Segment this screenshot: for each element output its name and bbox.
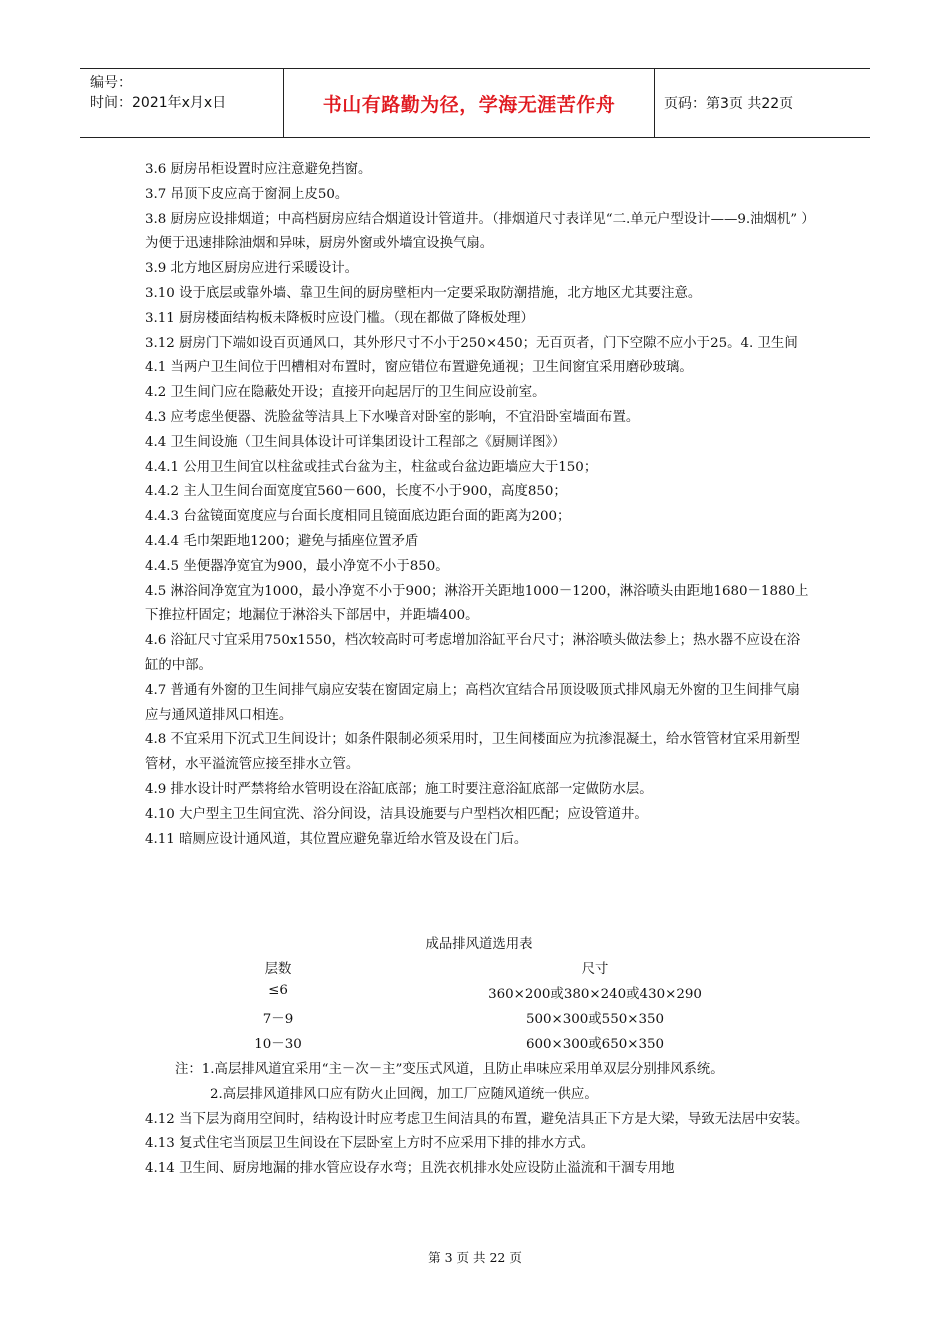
paragraph: 4.3 应考虑坐便器、洗脸盆等洁具上下水噪音对卧室的影响，不宜沿卧室墙面布置。: [145, 409, 640, 425]
motto: 书山有路勤为径，学海无涯苦作舟: [322, 93, 616, 116]
page-label: 页码：第3页 共22页: [664, 96, 794, 112]
paragraph: 3.12 厨房门下端如设百页通风口，其外形尺寸不小于250×450；无百页者，门下空隙不应小于25。4. 卫生间: [145, 335, 798, 351]
paragraph: 4.14 卫生间、厨房地漏的排水管应设存水弯；且洗衣机排水处应设防止溢流和干涸专用地: [145, 1161, 675, 1177]
table-row: [145, 1033, 813, 1058]
paragraph: 4.1 当两户卫生间位于凹槽相对布置时，窗应错位布置避免通视；卫生间窗宜采用磨砂玻璃。: [145, 360, 693, 376]
document-body: [145, 158, 813, 852]
table-cell: 360×200或380×240或430×290: [488, 987, 702, 1002]
paragraph: 4.12 当下层为商用空间时，结构设计时应考虑卫生间洁具的布置，避免洁具正下方是大梁，导致无法居中安装。: [145, 1111, 809, 1127]
paragraph: 3.7 吊顶下皮应高于窗洞上皮50。: [145, 186, 349, 202]
paragraph: 4.4 卫生间设施（卫生间具体设计可详集团设计工程部之《厨厕详图》）: [145, 434, 566, 450]
paragraph: 4.4.2 主人卫生间台面宽度宜560－600，长度不小于900，高度850；: [145, 484, 567, 500]
note: 2.高层排风道排风口应有防火止回阀，加工厂应随风道统一供应。: [210, 1086, 598, 1102]
table-cell: 500×300或550×350: [525, 1012, 665, 1027]
paragraph: 4.4.1 公用卫生间宜以柱盆或挂式台盆为主，柱盆或台盆边距墙应大于150；: [145, 459, 598, 475]
paragraph: 4.4.3 台盆镜面宽度应与台面长度相同且镜面底边距台面的距离为200；: [145, 509, 571, 525]
paragraph: 4.13 复式住宅当顶层卫生间设在下层卧室上方时不应采用下排的排水方式。: [145, 1136, 595, 1152]
paragraph: 4.11 暗厕应设计通风道，其位置应避免靠近给水管及设在门后。: [145, 831, 528, 847]
table-cell: 7－9: [262, 1012, 294, 1027]
table-header-cell: 尺寸: [581, 962, 609, 977]
table-cell: 600×300或650×350: [525, 1037, 665, 1052]
paragraph: 3.9 北方地区厨房应进行采暖设计。: [145, 261, 359, 277]
paragraph: 4.8 不宜采用下沉式卫生间设计；如条件限制必须采用时，卫生间楼面应为抗渗混凝土，给水管管材宜采用新型管材，水平溢流管应接至排水立管。: [145, 732, 800, 773]
page-header: [80, 68, 870, 138]
paragraph: 4.9 排水设计时严禁将给水管明设在浴缸底部；施工时要注意浴缸底部一定做防水层。: [145, 781, 653, 797]
header-page-cell: [664, 69, 793, 137]
paragraph: 3.11 厨房楼面结构板未降板时应设门槛。（现在都做了降板处理）: [145, 310, 534, 326]
paragraph: 4.7 普通有外窗的卫生间排气扇应安装在窗固定扇上；高档次宜结合吊顶设吸顶式排风扇无外窗的卫生间排气扇应与通风道排风口相连。: [145, 682, 800, 723]
page-footer: 第 3 页 共 22 页: [428, 1250, 522, 1265]
header-motto-cell: [284, 69, 654, 137]
paragraph: 4.6 浴缸尺寸宜采用750x1550，档次较高时可考虑增加浴缸平台尺寸；淋浴喷头做法参上；热水器不应设在浴缸的中部。: [145, 633, 801, 673]
header-divider: [654, 69, 655, 137]
paragraph: 3.6 厨房吊柜设置时应注意避免挡窗。: [145, 162, 372, 177]
notes-section: [145, 1058, 813, 1182]
table-header-cell: 层数: [264, 962, 292, 977]
header-meta: [90, 73, 280, 113]
table-header-row: [145, 958, 813, 983]
paragraph: 3.8 厨房应设排烟道；中高档厨房应结合烟道设计管道井。（排烟道尺寸表详见“二.单元户型设计——9.油烟机” ）为便于迅速排除油烟和异味，厨房外窗或外墙宜设换气扇。: [145, 211, 809, 252]
code-label: 编号：: [90, 75, 132, 91]
table-row: [145, 983, 813, 1008]
paragraph: 4.10 大户型主卫生间宜洗、浴分间设，洁具设施要与户型档次相匹配；应设管道井。: [145, 806, 648, 822]
paragraph: 3.10 设于底层或靠外墙、靠卫生间的厨房壁柜内一定要采取防潮措施，北方地区尤其要注意。: [145, 285, 702, 301]
table-title: 成品排风道选用表: [425, 937, 533, 952]
time-label: 时间：2021年x月x日: [90, 95, 227, 111]
table-row: [145, 1008, 813, 1033]
table-cell: ≤6: [268, 983, 288, 998]
paragraph: 4.4.4 毛巾架距地1200；避免与插座位置矛盾: [145, 533, 419, 549]
paragraph: 4.2 卫生间门应在隐蔽处开设；直接开向起居厅的卫生间应设前室。: [145, 385, 546, 401]
paragraph: 4.4.5 坐便器净宽宜为900，最小净宽不小于850。: [145, 558, 449, 574]
table-cell: 10－30: [254, 1037, 302, 1052]
paragraph: 4.5 淋浴间净宽宜为1000，最小净宽不小于900；淋浴开关距地1000－1200，淋浴喷头由距地1680－1880上下推拉杆固定；地漏位于淋浴头下部居中，并距墙400。: [145, 583, 809, 624]
note: 注：1.高层排风道宜采用“主－次－主”变压式风道，且防止串味应采用单双层分别排风系统。: [175, 1062, 724, 1077]
